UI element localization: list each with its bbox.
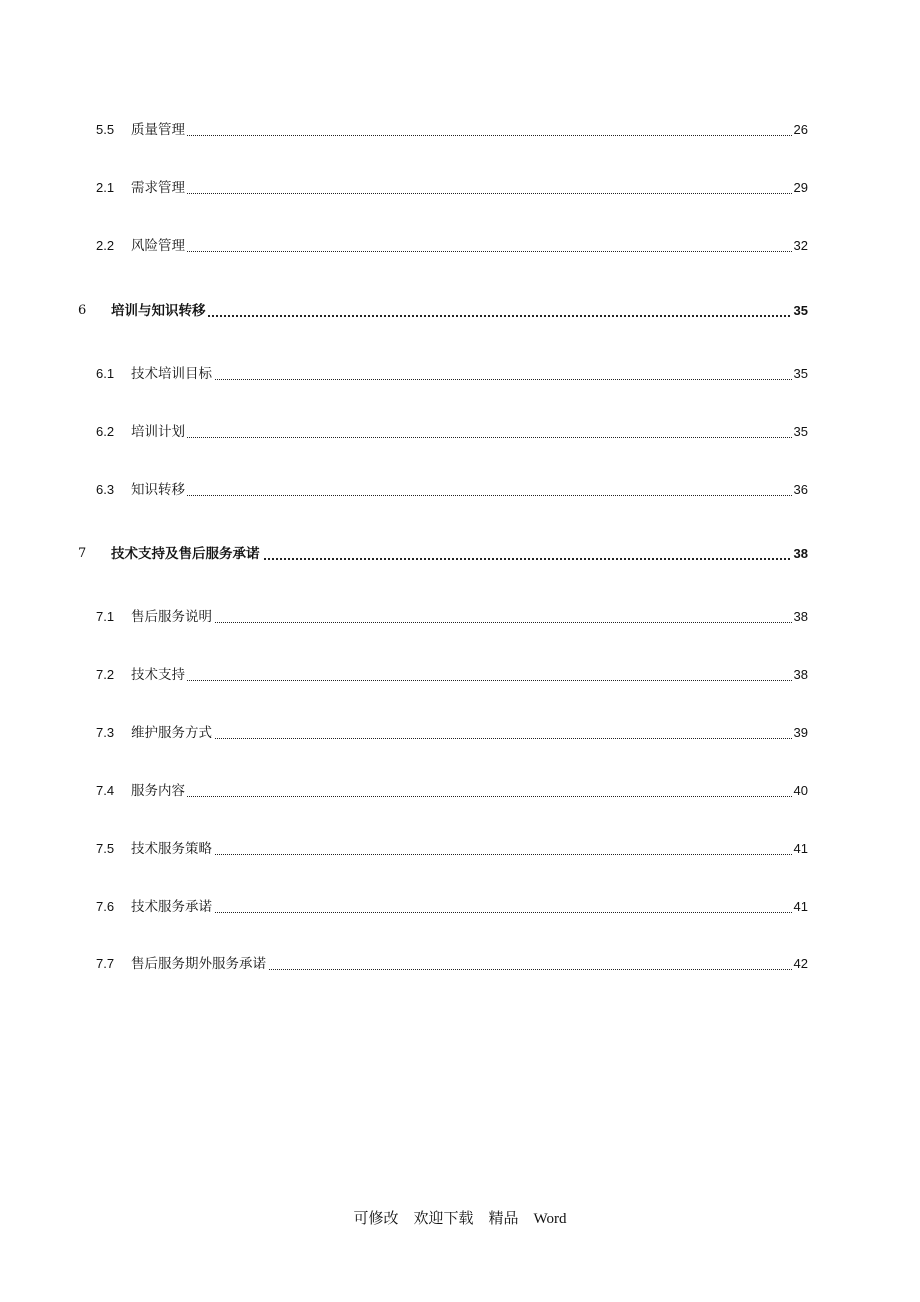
toc-entry-page: 26 — [793, 122, 808, 137]
toc-leader-dots — [131, 796, 794, 797]
toc-entry-title: 知识转移 — [131, 482, 185, 497]
toc-entry-number: 6.1 — [96, 366, 115, 381]
toc-leader-dots — [131, 738, 794, 739]
toc-entry-number: 2.2 — [96, 238, 115, 253]
toc-chapter-entry[interactable] — [0, 542, 920, 566]
toc-entry[interactable] — [0, 605, 920, 629]
toc-entry-title: 售后服务期外服务承诺 — [131, 956, 266, 971]
toc-entry-number: 6.3 — [96, 482, 115, 497]
toc-entry-number: 6.2 — [96, 424, 115, 439]
toc-entry-number: 2.1 — [96, 180, 115, 195]
toc-entry-number: 7.1 — [96, 609, 115, 624]
toc-entry-title: 培训计划 — [131, 424, 185, 439]
toc-entry-title: 服务内容 — [131, 783, 185, 798]
toc-leader-dots — [131, 135, 794, 136]
toc-leader-dots — [131, 912, 794, 913]
toc-entry-title: 维护服务方式 — [131, 725, 212, 740]
toc-entry-number: 7 — [78, 546, 87, 561]
toc-entry-number: 7.6 — [96, 899, 115, 914]
toc-entry-page: 35 — [793, 424, 808, 439]
toc-leader-dots — [131, 680, 794, 681]
toc-entry-page: 42 — [793, 956, 808, 971]
toc-entry-title: 质量管理 — [131, 122, 185, 137]
toc-entry-page: 35 — [793, 303, 808, 318]
page-footer: 可修改 欢迎下载 精品 Word — [353, 1211, 567, 1227]
toc-entry-number: 7.5 — [96, 841, 115, 856]
toc-leader-dots — [111, 315, 794, 317]
toc-entry-title: 技术支持及售后服务承诺 — [111, 546, 260, 561]
toc-entry-page: 39 — [793, 725, 808, 740]
toc-entry-page: 38 — [793, 546, 808, 561]
toc-entry-title: 售后服务说明 — [131, 609, 212, 624]
toc-entry[interactable] — [0, 895, 920, 919]
toc-leader-dots — [131, 251, 794, 252]
toc-entry-title: 培训与知识转移 — [111, 303, 206, 318]
toc-entry-number: 6 — [78, 303, 87, 318]
toc-chapter-entry[interactable] — [0, 299, 920, 323]
toc-leader-dots — [131, 495, 794, 496]
toc-leader-dots — [131, 193, 794, 194]
toc-entry[interactable] — [0, 837, 920, 861]
toc-entry-page: 41 — [793, 841, 808, 856]
toc-entry-title: 技术支持 — [131, 667, 185, 682]
toc-entry[interactable] — [0, 176, 920, 200]
toc-entry[interactable] — [0, 663, 920, 687]
toc-leader-dots — [131, 622, 794, 623]
toc-entry[interactable] — [0, 779, 920, 803]
toc-leader-dots — [131, 437, 794, 438]
toc-entry-page: 41 — [793, 899, 808, 914]
toc-entry-page: 38 — [793, 667, 808, 682]
toc-entry-title: 技术培训目标 — [131, 366, 212, 381]
toc-entry-title: 风险管理 — [131, 238, 185, 253]
toc-entry-page: 35 — [793, 366, 808, 381]
toc-entry-title: 需求管理 — [131, 180, 185, 195]
toc-entry-page: 40 — [793, 783, 808, 798]
toc-leader-dots — [131, 379, 794, 380]
toc-leader-dots — [131, 854, 794, 855]
toc-entry-title: 技术服务策略 — [131, 841, 212, 856]
toc-entry-page: 36 — [793, 482, 808, 497]
toc-entry-title: 技术服务承诺 — [131, 899, 212, 914]
toc-entry-number: 7.7 — [96, 956, 115, 971]
toc-entry-number: 5.5 — [96, 122, 115, 137]
toc-entry[interactable] — [0, 234, 920, 258]
toc-entry-page: 38 — [793, 609, 808, 624]
toc-entry[interactable] — [0, 118, 920, 142]
toc-entry-page: 29 — [793, 180, 808, 195]
toc-entry-number: 7.3 — [96, 725, 115, 740]
toc-entry[interactable] — [0, 721, 920, 745]
toc-entry[interactable] — [0, 420, 920, 444]
toc-entry[interactable] — [0, 478, 920, 502]
toc-entry[interactable] — [0, 362, 920, 386]
toc-entry-number: 7.2 — [96, 667, 115, 682]
toc-entry-number: 7.4 — [96, 783, 115, 798]
toc-entry[interactable] — [0, 952, 920, 976]
toc-entry-page: 32 — [793, 238, 808, 253]
